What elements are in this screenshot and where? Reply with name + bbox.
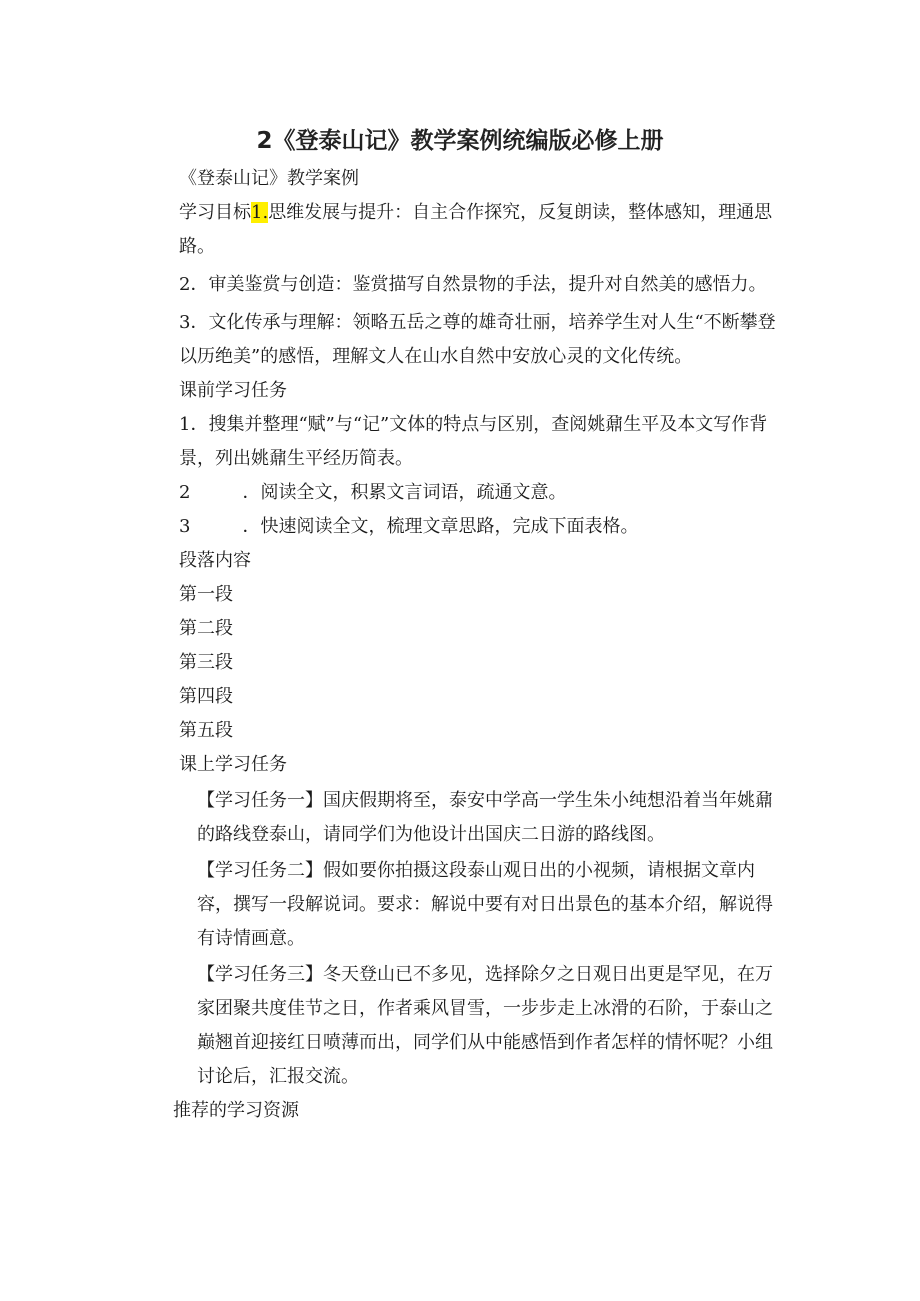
table-row-1: 第一段 [179, 584, 233, 605]
in-class-task-2: 【学习任务二】假如要你拍摄这段泰山观日出的小视频，请根据文章内容，撰写一段解说词。要求：解说中要有对日出景色的基本介绍，解说得有诗情画意。 [197, 860, 773, 949]
pre-tasks-heading: 课前学习任务 [179, 380, 287, 401]
document-title: 2《登泰山记》教学案例统编版必修上册 [256, 128, 664, 154]
goal-1 [137, 196, 789, 264]
pre-task-3-text: ．快速阅读全文，梳理文章思路，完成下面表格。 [242, 516, 639, 537]
goal-1-text: 思维发展与提升：自主合作探究，反复朗读，整体感知，理通思路。 [179, 202, 773, 257]
pre-task-3-num: 3 [179, 516, 191, 537]
resources-heading: 推荐的学习资源 [173, 1100, 299, 1121]
table-header: 段落内容 [179, 550, 251, 571]
pre-task-2 [137, 476, 789, 510]
goal-3: 3．文化传承与理解：领略五岳之尊的雄奇壮丽，培养学生对人生“不断攀登以历绝美”的感悟，理解文人在山水自然中安放心灵的文化传统。 [179, 312, 776, 367]
document-body [137, 162, 789, 1128]
pre-task-1: 1．搜集并整理“赋”与“记”文体的特点与区别，查阅姚鼐生平及本文写作背景，列出姚鼐生平经历简表。 [179, 414, 768, 469]
goal-2: 2．审美鉴赏与创造：鉴赏描写自然景物的手法，提升对自然美的感悟力。 [179, 274, 767, 295]
in-class-task-1: 【学习任务一】国庆假期将至，泰安中学高一学生朱小纯想沿着当年姚鼐的路线登泰山，请同学们为他设计出国庆二日游的路线图。 [197, 790, 773, 845]
table-row-2: 第二段 [179, 618, 233, 639]
pre-task-2-num: 2 [179, 482, 191, 503]
table-row-5: 第五段 [179, 720, 233, 741]
highlighted-number: 1. [251, 202, 269, 223]
table-row-3: 第三段 [179, 652, 233, 673]
subtitle: 《登泰山记》教学案例 [179, 168, 359, 189]
in-class-task-3: 【学习任务三】冬天登山已不多见，选择除夕之日观日出更是罕见，在万家团聚共度佳节之日，作者乘风冒雪，一步步走上冰滑的石阶，于泰山之巅翘首迎接红日喷薄而出，同学们从中能感悟到作者怎样的情怀呢？小组讨论后，汇报交流。 [197, 964, 773, 1087]
table-row-4: 第四段 [179, 686, 233, 707]
in-class-heading: 课上学习任务 [179, 754, 287, 775]
pre-task-2-text: ．阅读全文，积累文言词语，疏通文意。 [242, 482, 567, 503]
pre-task-3 [137, 510, 789, 544]
goals-label: 学习目标 [179, 202, 251, 223]
